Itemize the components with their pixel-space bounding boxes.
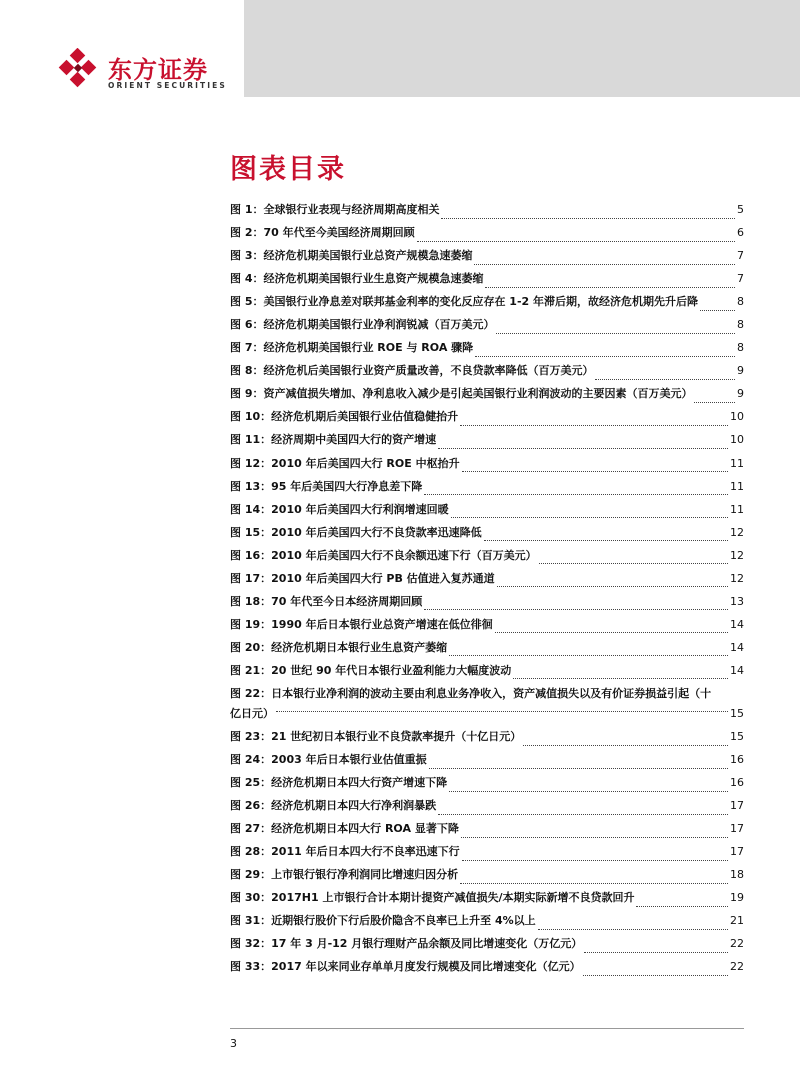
toc-entry-label: 图 32：17 年 3 月-12 月银行理财产品余额及同比增速变化（万亿元） bbox=[230, 937, 583, 951]
toc-leader-dots bbox=[424, 493, 728, 495]
toc-entry-label: 图 22：日本银行业净利润的波动主要由利息业务净收入，资产减值损失以及有价证券损益引起（十 bbox=[230, 686, 712, 700]
toc-entry-page: 14 bbox=[730, 617, 744, 631]
toc-entry-page: 22 bbox=[730, 937, 744, 951]
toc-entry-page: 7 bbox=[737, 272, 744, 286]
toc-leader-dots bbox=[700, 309, 735, 311]
toc-entry[interactable] bbox=[230, 914, 744, 937]
toc-leader-dots bbox=[441, 217, 735, 219]
toc-entry-page: 11 bbox=[730, 502, 744, 516]
toc-entry-label-cont: 亿日元） bbox=[230, 706, 274, 720]
toc-leader-dots bbox=[460, 882, 728, 884]
toc-entry[interactable] bbox=[230, 457, 744, 480]
toc-entry-label: 图 23：21 世纪初日本银行业不良贷款率提升（十亿日元） bbox=[230, 729, 522, 743]
toc-entry[interactable] bbox=[230, 387, 744, 410]
toc-leader-dots bbox=[484, 539, 728, 541]
toc-entry[interactable] bbox=[230, 799, 744, 822]
page-number: 3 bbox=[230, 1037, 237, 1050]
toc-entry[interactable] bbox=[230, 730, 744, 753]
toc-leader-dots bbox=[417, 240, 735, 242]
toc-entry-page: 17 bbox=[730, 822, 744, 836]
toc-entry-label: 图 17：2010 年后美国四大行 PB 估值进入复苏通道 bbox=[230, 571, 495, 585]
toc-entry-page: 19 bbox=[730, 891, 744, 905]
toc-entry-label: 图 9：资产减值损失增加、净利息收入减少是引起美国银行业利润波动的主要因素（百万美元） bbox=[230, 387, 693, 401]
toc-entry-page: 8 bbox=[737, 341, 744, 355]
toc-entry-page: 8 bbox=[737, 295, 744, 309]
toc-entry-page: 16 bbox=[730, 776, 744, 790]
toc-entry-label: 图 6：经济危机期美国银行业净利润锐减（百万美元） bbox=[230, 318, 495, 332]
toc-entry[interactable] bbox=[230, 249, 744, 272]
logo-chinese-name: 东方证券 bbox=[108, 56, 208, 84]
toc-entry-page: 17 bbox=[730, 845, 744, 859]
page-title: 图表目录 bbox=[230, 154, 346, 185]
toc-leader-dots bbox=[451, 516, 728, 518]
toc-leader-dots bbox=[636, 905, 728, 907]
toc-entry-page: 7 bbox=[737, 249, 744, 263]
toc-entry-page: 10 bbox=[730, 433, 744, 447]
toc-leader-dots bbox=[496, 332, 735, 334]
toc-entry-page: 11 bbox=[730, 479, 744, 493]
toc-entry-page: 21 bbox=[730, 914, 744, 928]
toc-entry[interactable] bbox=[230, 341, 744, 364]
toc-leader-dots bbox=[438, 447, 728, 449]
toc-entry-page: 15 bbox=[730, 706, 744, 720]
toc-entry-page: 17 bbox=[730, 799, 744, 813]
toc-entry[interactable] bbox=[230, 364, 744, 387]
toc-entry-label: 图 26：经济危机期日本四大行净利润暴跌 bbox=[230, 799, 437, 813]
toc-entry[interactable] bbox=[230, 318, 744, 341]
toc-leader-dots bbox=[539, 562, 728, 564]
toc-entry[interactable] bbox=[230, 776, 744, 799]
toc-entry-page: 8 bbox=[737, 318, 744, 332]
toc-entry[interactable] bbox=[230, 295, 744, 318]
toc-entry-label: 图 29：上市银行银行净利润同比增速归因分析 bbox=[230, 868, 459, 882]
logo-english-name: ORIENT SECURITIES bbox=[108, 81, 227, 90]
toc-leader-dots bbox=[694, 401, 735, 403]
toc-leader-dots bbox=[495, 631, 728, 633]
footer-divider bbox=[230, 1028, 744, 1029]
toc-entry-label: 图 11：经济周期中美国四大行的资产增速 bbox=[230, 433, 437, 447]
toc-entry[interactable] bbox=[230, 526, 744, 549]
toc-entry[interactable] bbox=[230, 960, 744, 983]
toc-entry[interactable] bbox=[230, 641, 744, 664]
toc-entry-label: 图 7：经济危机期美国银行业 ROE 与 ROA 骤降 bbox=[230, 341, 474, 355]
toc-entry[interactable] bbox=[230, 868, 744, 891]
toc-leader-dots bbox=[583, 974, 728, 976]
toc-leader-dots bbox=[595, 378, 735, 380]
orient-logo-icon bbox=[58, 48, 100, 90]
toc-entry[interactable] bbox=[230, 272, 744, 295]
toc-entry[interactable] bbox=[230, 203, 744, 226]
toc-leader-dots bbox=[461, 836, 728, 838]
header-band bbox=[232, 0, 800, 97]
toc-entry-page: 5 bbox=[737, 203, 744, 216]
toc-entry-page: 9 bbox=[737, 387, 744, 401]
toc-entry[interactable] bbox=[230, 226, 744, 249]
toc-leader-dots bbox=[449, 790, 728, 792]
toc-leader-dots bbox=[584, 951, 728, 953]
toc-entry-label: 图 25：经济危机期日本四大行资产增速下降 bbox=[230, 776, 448, 790]
toc-entry[interactable] bbox=[230, 618, 744, 641]
toc-entry-label: 图 1：全球银行业表现与经济周期高度相关 bbox=[230, 203, 440, 216]
toc-entry-page: 14 bbox=[730, 640, 744, 654]
toc-leader-dots bbox=[475, 355, 735, 357]
toc-leader-dots bbox=[538, 928, 728, 930]
toc-entry-page: 16 bbox=[730, 753, 744, 767]
toc-entry-label: 图 4：经济危机期美国银行业生息资产规模急速萎缩 bbox=[230, 272, 484, 286]
toc-entry-page: 10 bbox=[730, 410, 744, 424]
toc-entry[interactable] bbox=[230, 822, 744, 845]
toc-entry-label: 图 2：70 年代至今美国经济周期回顾 bbox=[230, 226, 415, 240]
toc-entry-label: 图 33：2017 年以来同业存单单月度发行规模及同比增速变化（亿元） bbox=[230, 960, 581, 974]
toc-entry-label: 图 28：2011 年后日本四大行不良率迅速下行 bbox=[230, 845, 460, 859]
toc-entry-page: 15 bbox=[730, 729, 744, 743]
toc-entry-label: 图 5：美国银行业净息差对联邦基金利率的变化反应存在 1-2 年滞后期，故经济危机期先升后降 bbox=[230, 295, 699, 309]
toc-entry-label: 图 15：2010 年后美国四大行不良贷款率迅速降低 bbox=[230, 525, 482, 539]
toc-leader-dots bbox=[429, 767, 728, 769]
toc-entry-label: 图 10：经济危机期后美国银行业估值稳健抬升 bbox=[230, 410, 459, 424]
toc-entry-page: 18 bbox=[730, 868, 744, 882]
toc-entry[interactable] bbox=[230, 664, 744, 687]
brand-logo bbox=[58, 48, 238, 98]
toc-entry[interactable] bbox=[230, 687, 744, 721]
toc-entry[interactable] bbox=[230, 595, 744, 618]
toc-entry[interactable] bbox=[230, 891, 744, 914]
toc-leader-dots bbox=[462, 859, 728, 861]
toc-entry[interactable] bbox=[230, 753, 744, 776]
toc-entry-label: 图 30：2017H1 上市银行合计本期计提资产减值损失/本期实际新增不良贷款回升 bbox=[230, 891, 635, 905]
toc-entry-label: 图 16：2010 年后美国四大行不良余额迅速下行（百万美元） bbox=[230, 548, 537, 562]
toc-entry-page: 14 bbox=[730, 663, 744, 677]
toc-entry-page: 6 bbox=[737, 226, 744, 240]
toc-leader-dots bbox=[438, 813, 728, 815]
toc-entry-page: 11 bbox=[730, 456, 744, 470]
toc-entry-label: 图 14：2010 年后美国四大行利润增速回暖 bbox=[230, 502, 449, 516]
toc-leader-dots bbox=[513, 677, 728, 679]
toc-entry-page: 12 bbox=[730, 525, 744, 539]
toc-leader-dots bbox=[276, 710, 728, 712]
toc-entry[interactable] bbox=[230, 572, 744, 595]
toc-entry-label: 图 3：经济危机期美国银行业总资产规模急速萎缩 bbox=[230, 249, 473, 263]
toc-leader-dots bbox=[460, 424, 728, 426]
toc-entry[interactable] bbox=[230, 937, 744, 960]
toc-leader-dots bbox=[497, 585, 728, 587]
toc-entry-label: 图 13：95 年后美国四大行净息差下降 bbox=[230, 479, 423, 493]
toc-entry-page: 9 bbox=[737, 364, 744, 378]
toc-entry[interactable] bbox=[230, 549, 744, 572]
toc-entry-label: 图 27：经济危机期日本四大行 ROA 显著下降 bbox=[230, 822, 459, 836]
toc-leader-dots bbox=[449, 654, 728, 656]
toc-entry-label: 图 12：2010 年后美国四大行 ROE 中枢抬升 bbox=[230, 456, 460, 470]
toc-leader-dots bbox=[523, 744, 728, 746]
toc-entry-label: 图 20：经济危机期日本银行业生息资产萎缩 bbox=[230, 640, 448, 654]
toc-leader-dots bbox=[462, 470, 728, 472]
toc-leader-dots bbox=[424, 608, 728, 610]
toc-entry-label: 图 19：1990 年后日本银行业总资产增速在低位徘徊 bbox=[230, 617, 493, 631]
toc-entry-page: 13 bbox=[730, 594, 744, 608]
toc-entry-label: 图 18：70 年代至今日本经济周期回顾 bbox=[230, 594, 423, 608]
toc-entry[interactable] bbox=[230, 503, 744, 526]
toc-entry-page: 22 bbox=[730, 960, 744, 974]
toc-entry[interactable] bbox=[230, 410, 744, 433]
toc-entry-label: 图 31：近期银行股价下行后股价隐含不良率已上升至 4%以上 bbox=[230, 914, 536, 928]
toc-entry-page: 12 bbox=[730, 571, 744, 585]
toc-entry-label: 图 24：2003 年后日本银行业估值重振 bbox=[230, 753, 427, 767]
toc-leader-dots bbox=[474, 263, 735, 265]
toc-entry-label: 图 8：经济危机后美国银行业资产质量改善，不良贷款率降低（百万美元） bbox=[230, 364, 594, 378]
table-of-figures bbox=[230, 203, 744, 984]
toc-leader-dots bbox=[485, 286, 735, 288]
toc-entry[interactable] bbox=[230, 480, 744, 503]
toc-entry-label: 图 21：20 世纪 90 年代日本银行业盈利能力大幅度波动 bbox=[230, 663, 512, 677]
toc-entry-page: 12 bbox=[730, 548, 744, 562]
toc-entry[interactable] bbox=[230, 433, 744, 456]
toc-entry[interactable] bbox=[230, 845, 744, 868]
